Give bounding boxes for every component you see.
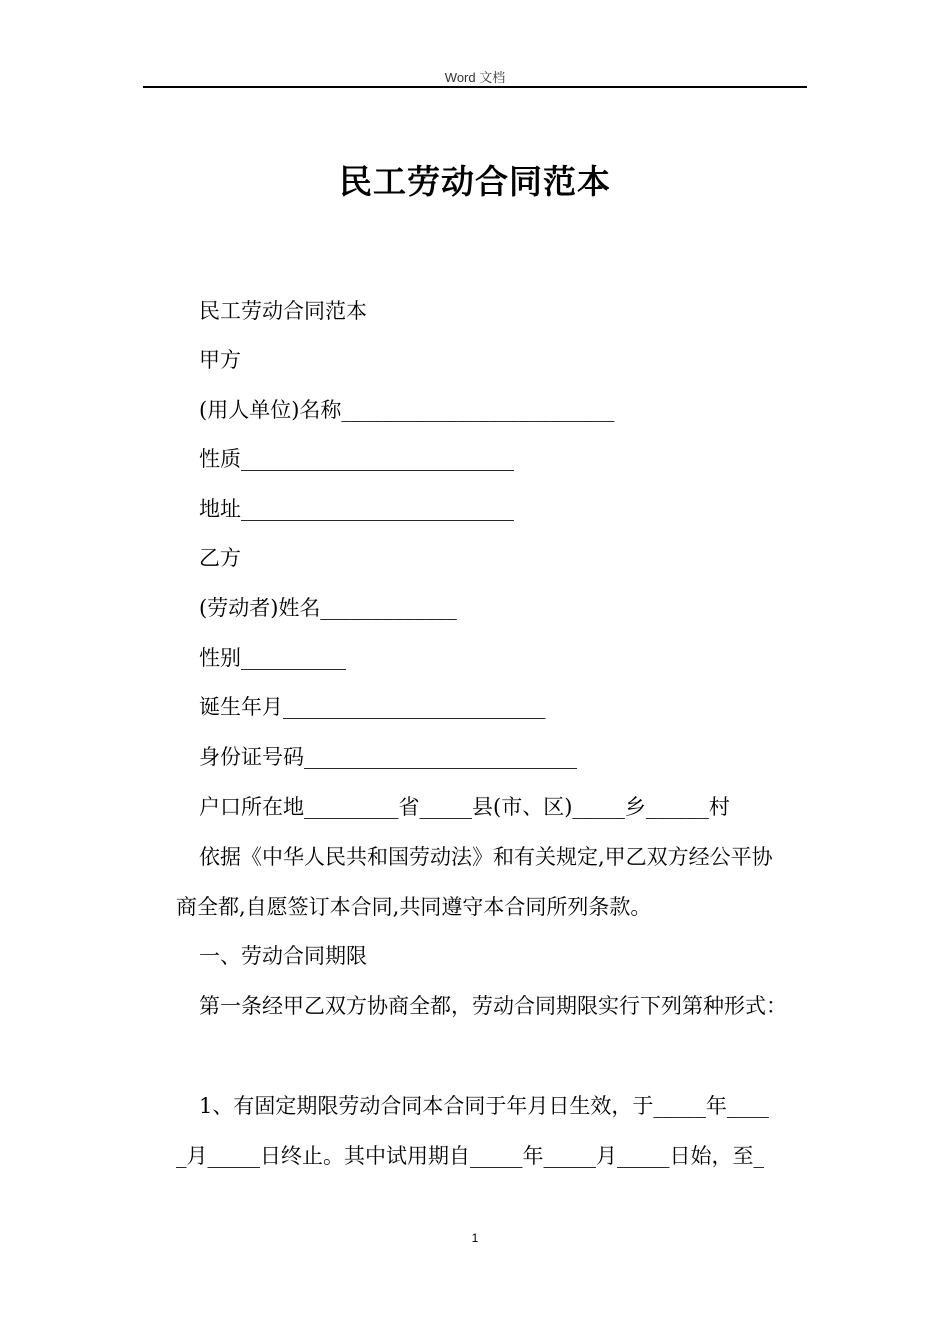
body-line: (用人单位)名称__________________________ [199, 398, 615, 422]
body-line: 身份证号码__________________________ [199, 745, 577, 769]
header-divider [143, 86, 807, 88]
header-text: Word 文档 [444, 70, 506, 85]
body-line: 一、劳动合同期限 [199, 944, 367, 968]
body-line: 性别__________ [199, 646, 346, 670]
body-line: 民工劳动合同范本 [199, 299, 367, 323]
body-line: _月_____日终止。其中试用期自_____年_____月_____日始，至_ [176, 1144, 764, 1168]
body-line: 甲方 [199, 348, 241, 372]
body-line: 诞生年月_________________________ [199, 695, 546, 719]
body-line: 地址__________________________ [199, 497, 514, 521]
body-line: 乙方 [199, 546, 241, 570]
body-line: (劳动者)姓名_____________ [199, 596, 457, 620]
body-line: 第一条经甲乙双方协商全都，劳动合同期限实行下列第种形式： [199, 994, 787, 1018]
body-line: 商全都,自愿签订本合同,共同遵守本合同所列条款。 [176, 895, 652, 919]
body-line: 依据《中华人民共和国劳动法》和有关规定,甲乙双方经公平协 [199, 845, 773, 869]
body-line: 户口所在地_________省_____县(市、区)_____乡______村 [199, 795, 730, 819]
body-line: 1、有固定期限劳动合同本合同于年月日生效，于_____年____ [199, 1094, 769, 1118]
document-title: 民工劳动合同范本 [339, 162, 611, 201]
page-number: 1 [471, 1231, 479, 1245]
body-line: 性质__________________________ [199, 447, 514, 471]
